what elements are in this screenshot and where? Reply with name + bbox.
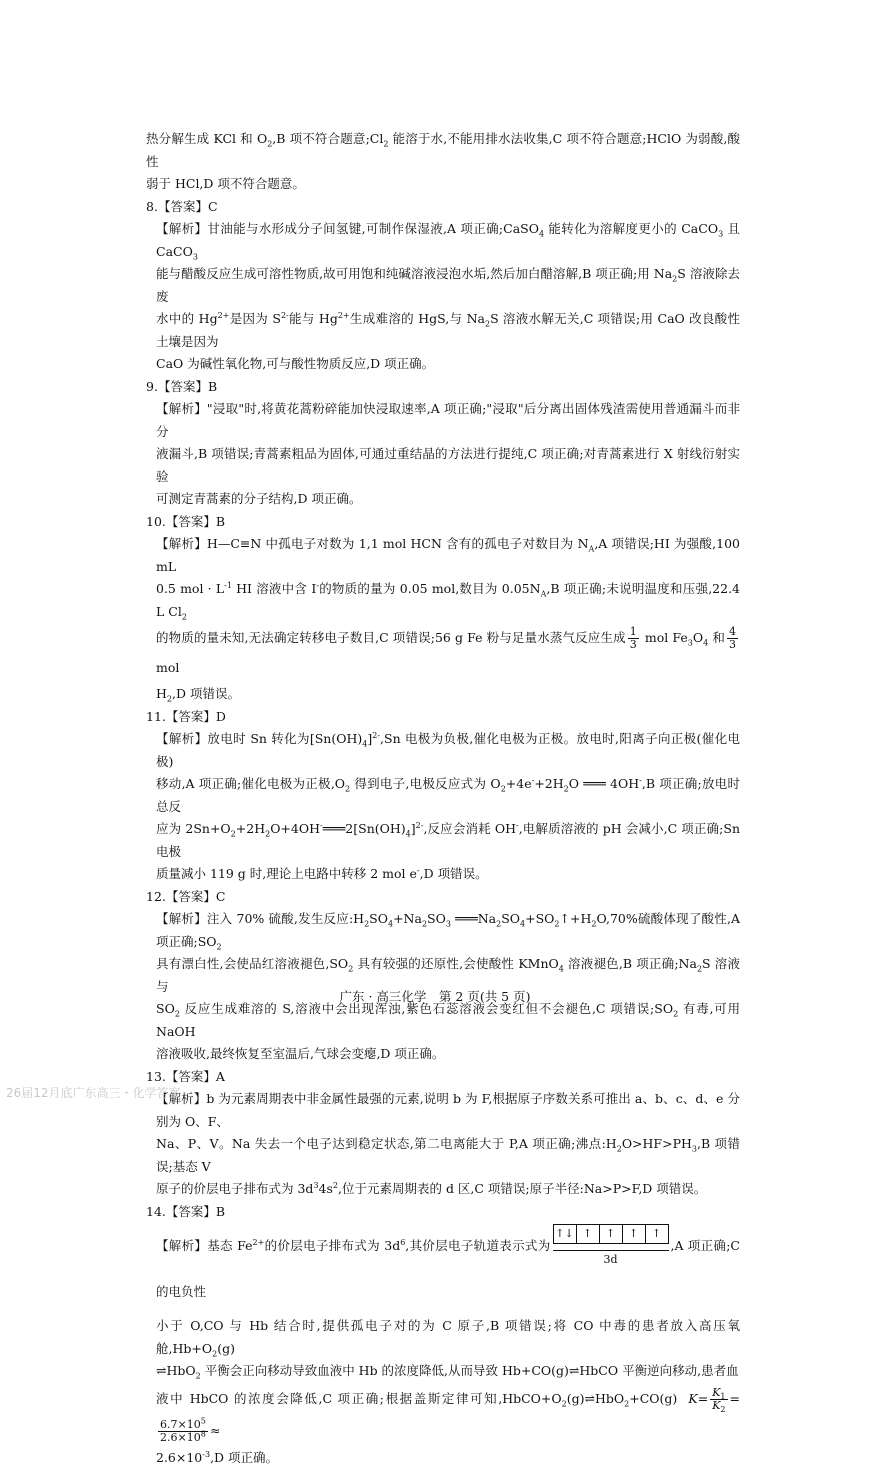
orbital-boxes	[553, 1224, 669, 1244]
orbital-label: 3d	[553, 1250, 669, 1269]
watermark-text: 26届12月底广东高三・化学答案	[6, 1086, 181, 1100]
question-13-explanation: 【解析】b 为元素周期表中非金属性最强的元素,说明 b 为 F,根据原子序数关系可推出 a、b、c、d、e 分别为 O、F、 Na、P、V。Na 失去一个电子达到稳定状态,第二电离能大于 P,A 项正确;沸点$:H_2O>HF>PH_3,B$ 项错误;基态 V 原子的价层电子排布式为 $3d^34s^2$,位于元素周期表的 d 区,C 项错误;原子半径:Na>P>F,D 项错误。	[156, 1091, 740, 1196]
question-14-answer: 14.【答案】B	[146, 1203, 226, 1219]
page-footer: 广东 · 高三化学 第 2 页(共 5 页)	[339, 989, 531, 1004]
orbital-box: ↑	[651, 1227, 662, 1240]
question-8-answer: 8.【答案】C	[146, 198, 218, 214]
intro-line-1: 热分解生成 KCl 和 $O_2,B$ 项不符合题意$;Cl_2$ 能溶于水,不能用排水法收集,C 项不符合题意;HClO 为弱酸,酸性	[146, 131, 740, 169]
answer-content	[146, 128, 740, 1469]
question-11-explanation: 【解析】放电时 Sn 转化为$[Sn(OH)_4]^{2-},Sn$ 电极为负极,催化电极为正极。放电时,阳离子向正极(催化电极) 移动,A 项正确;催化电极为正极$,O_2$ 得到电子,电极反应式为 $O_2+4e^-+2H_2O$ ═══ 4OH-,B 项正确;放电时总反 应为 $2Sn+O_2+2H_2O+4OH^-═══2[Sn(OH)_4]^{2-}$,反应会消耗 OH-,电解质溶液的 pH 会减小,C 项正确;Sn 电极 质量减小 119 g 时,理论上电路中转移 2 mol e-,D 项错误。	[156, 730, 741, 881]
question-9-explanation: 【解析】"浸取"时,将黄花蒿粉碎能加快浸取速率,A 项正确;"浸取"后分离出固体残渣需使用普通漏斗而非分 液漏斗,B 项错误;青蒿素粗品为固体,可通过重结晶的方法进行提纯,C 项正确;对青蒿素进行 X 射线衍射实验 可测定青蒿素的分子结构,D 项正确。	[156, 401, 740, 506]
question-13-answer: 13.【答案】A	[146, 1068, 225, 1084]
orbital-box: ↑	[600, 1225, 623, 1243]
orbital-box: ↑↓	[554, 1225, 577, 1243]
question-9-answer: 9.【答案】B	[146, 378, 218, 394]
question-12-explanation: 【解析】注入 70% 硫酸,发生反应$:H_2SO_4+Na_2SO_3$ $═══Na_2SO_4+SO_2↑+H_2O,70\%$硫酸体现了酸性,A 项正确$;SO_2$ 具有漂白性,会使品红溶液褪色$,SO_2$ 具有较强的还原性,会使酸性 KMnO$_4$ 溶液褪色,B 项正确$;Na_2S$ 溶液与 $SO_2$ 反应生成难溶的 S,溶液中会出现浑浊,紫色石蕊溶液会变红但不会褪色,C 项错误$;SO_2$ 有毒,可用 NaOH 溶液吸收,最终恢复至室温后,气球会变瘪,D 项正确。	[156, 911, 741, 1061]
fraction-four-thirds: $\frac{4}{3}$	[729, 625, 736, 651]
question-10-answer: 10.【答案】B	[146, 513, 226, 529]
fraction-one-third: $\frac{1}{3}$	[629, 625, 637, 651]
question-11-answer: 11.【答案】D	[146, 708, 226, 724]
fraction-k1-k2: $\frac{K_1}{K_2}$	[712, 1385, 726, 1414]
orbital-box: ↑	[577, 1225, 600, 1243]
question-8-explanation: 【解析】甘油能与水形成分子间氢键,可制作保湿液,A 项正确;CaSO$_4$ 能转化为溶解度更小的 CaCO$_3$ 且 CaCO$_3$ 能与醋酸反应生成可溶性物质,故可用饱和纯碱溶液浸泡水垢,然后加白醋溶解,B 项正确;用 $Na_2S$ 溶液除去废 水中的 $Hg^{2+}$是因为 $S^{2-}$能与 $Hg^{2+}$生成难溶的 HgS,与 $Na_2S$ 溶液水解无关,C 项错误;用 CaO 改良酸性土壤是因为 CaO 为碱性氧化物,可与酸性物质反应,D 项正确。	[156, 221, 740, 371]
orbital-box: ↑	[623, 1225, 646, 1243]
question-12-answer: 12.【答案】C	[146, 888, 226, 904]
orbital-diagram	[553, 1224, 669, 1269]
intro-line-2: 弱于 HCl,D 项不符合题意。	[146, 176, 305, 191]
question-10-explanation: 【解析】H—C≡N 中孤电子对数为 1,1 mol HCN 含有的孤电子对数目为 $N_A,A$ 项错误;HI 为强酸,100 mL 0.5 mol · $L^{-1}$ HI 溶液中含 I-的物质的量为 0.05 mol,数目为 $0.05N_A,B$ 项正确;未说明温度和压强,22.4 L $Cl_2$ 的物质的量未知,无法确定转移电子数目,C 项错误;56 g Fe 粉与足量水蒸气反应生成 $\frac{1}{3}$ mol $Fe_3O_4$ 和 $\frac{4}{3}$ mol $H_2,D$ 项错误。	[156, 536, 741, 704]
question-14-explanation: 【解析】基态 $Fe^{2+}$的价层电子排布式为 $3d^6$,其价层电子轨道表示式为 ↑↓ ↑ ↑ ↑ ↑ 3d ,A 项正确;C 的电负性 小于 O,CO 与 Hb 结合时,提供孤电子对的为 C 原子,B 项错误;将 CO 中毒的患者放入高压氧舱$,Hb+O_2(g)$ ⇌HbO$_2$ 平衡会正向移动导致血液中 Hb 的浓度降低,从而导致 Hb+CO(g)⇌HbCO 平衡逆向移动,患者血 液中 HbCO 的浓度会降低,C 项正确;根据盖斯定律可知$,HbCO+O_2(g)\rightleftharpoons HbO_2+CO(g)$ K= $\frac{K_1}{K_2}$ = $\frac{6.7\times 10^5}{2.6\times 10^8}$ ≈ $2.6\times 10^{-3},D$ 项正确。	[146, 1223, 740, 1469]
fraction-values: $\frac{6.7\times 10^5}{2.6\times 10^8}$	[160, 1415, 206, 1444]
